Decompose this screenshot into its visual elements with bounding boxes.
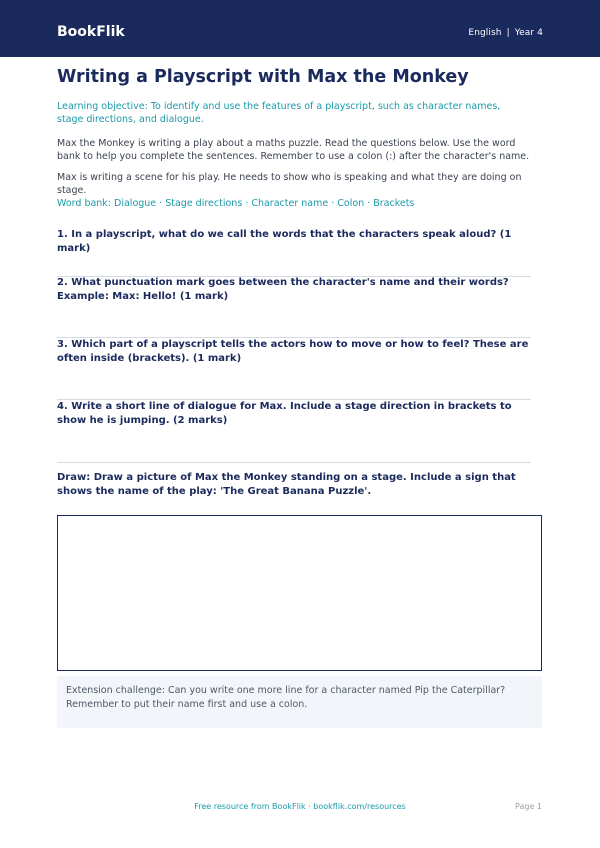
header-bar	[0, 0, 600, 57]
footer-credit: Free resource from BookFlik · bookflik.com/resources	[194, 802, 406, 811]
question-2: 2. What punctuation mark goes between the character's name and their words? Example: Max: Hello! (1 mark)	[57, 277, 509, 302]
subject-label: English	[468, 28, 502, 38]
learning-objective: Learning objective: To identify and use the features of a playscript, such as character names, stage directions, and dialogue.	[57, 101, 501, 125]
extension-challenge	[57, 676, 542, 728]
question-4: 4. Write a short line of dialogue for Max. Include a stage direction in brackets to show he is jumping. (2 marks)	[57, 401, 512, 426]
page-title: Writing a Playscript with Max the Monkey	[57, 67, 469, 87]
extension-text: Extension challenge: Can you write one more line for a character named Pip the Caterpillar? Remember to put their name first and use a colon.	[66, 685, 506, 710]
page-number: Page 1	[515, 802, 542, 811]
question-1: 1. In a playscript, what do we call the words that the characters speak aloud? (1 mark)	[57, 229, 512, 254]
intro-text: Max the Monkey is writing a play about a maths puzzle. Read the questions below. Use the word bank to help you complete the sentences. Remember to use a colon (:) after the character's name.	[57, 138, 530, 162]
subject-year	[468, 27, 543, 39]
answer-line-4[interactable]	[57, 462, 531, 463]
separator: |	[506, 28, 510, 38]
word-bank: Word bank: Dialogue · Stage directions · Character name · Colon · Brackets	[57, 198, 415, 209]
draw-prompt: Draw: Draw a picture of Max the Monkey standing on a stage. Include a sign that shows the name of the play: 'The Great Banana Puzzle'.	[57, 472, 516, 497]
brand-logo: BookFlik	[57, 24, 125, 40]
year-label: Year 4	[514, 28, 543, 38]
scene-text: Max is writing a scene for his play. He needs to show who is speaking and what they are doing on stage.	[57, 172, 522, 196]
drawing-box[interactable]	[57, 515, 542, 671]
question-3: 3. Which part of a playscript tells the actors how to move or how to feel? These are often inside (brackets). (1 mark)	[57, 339, 529, 364]
